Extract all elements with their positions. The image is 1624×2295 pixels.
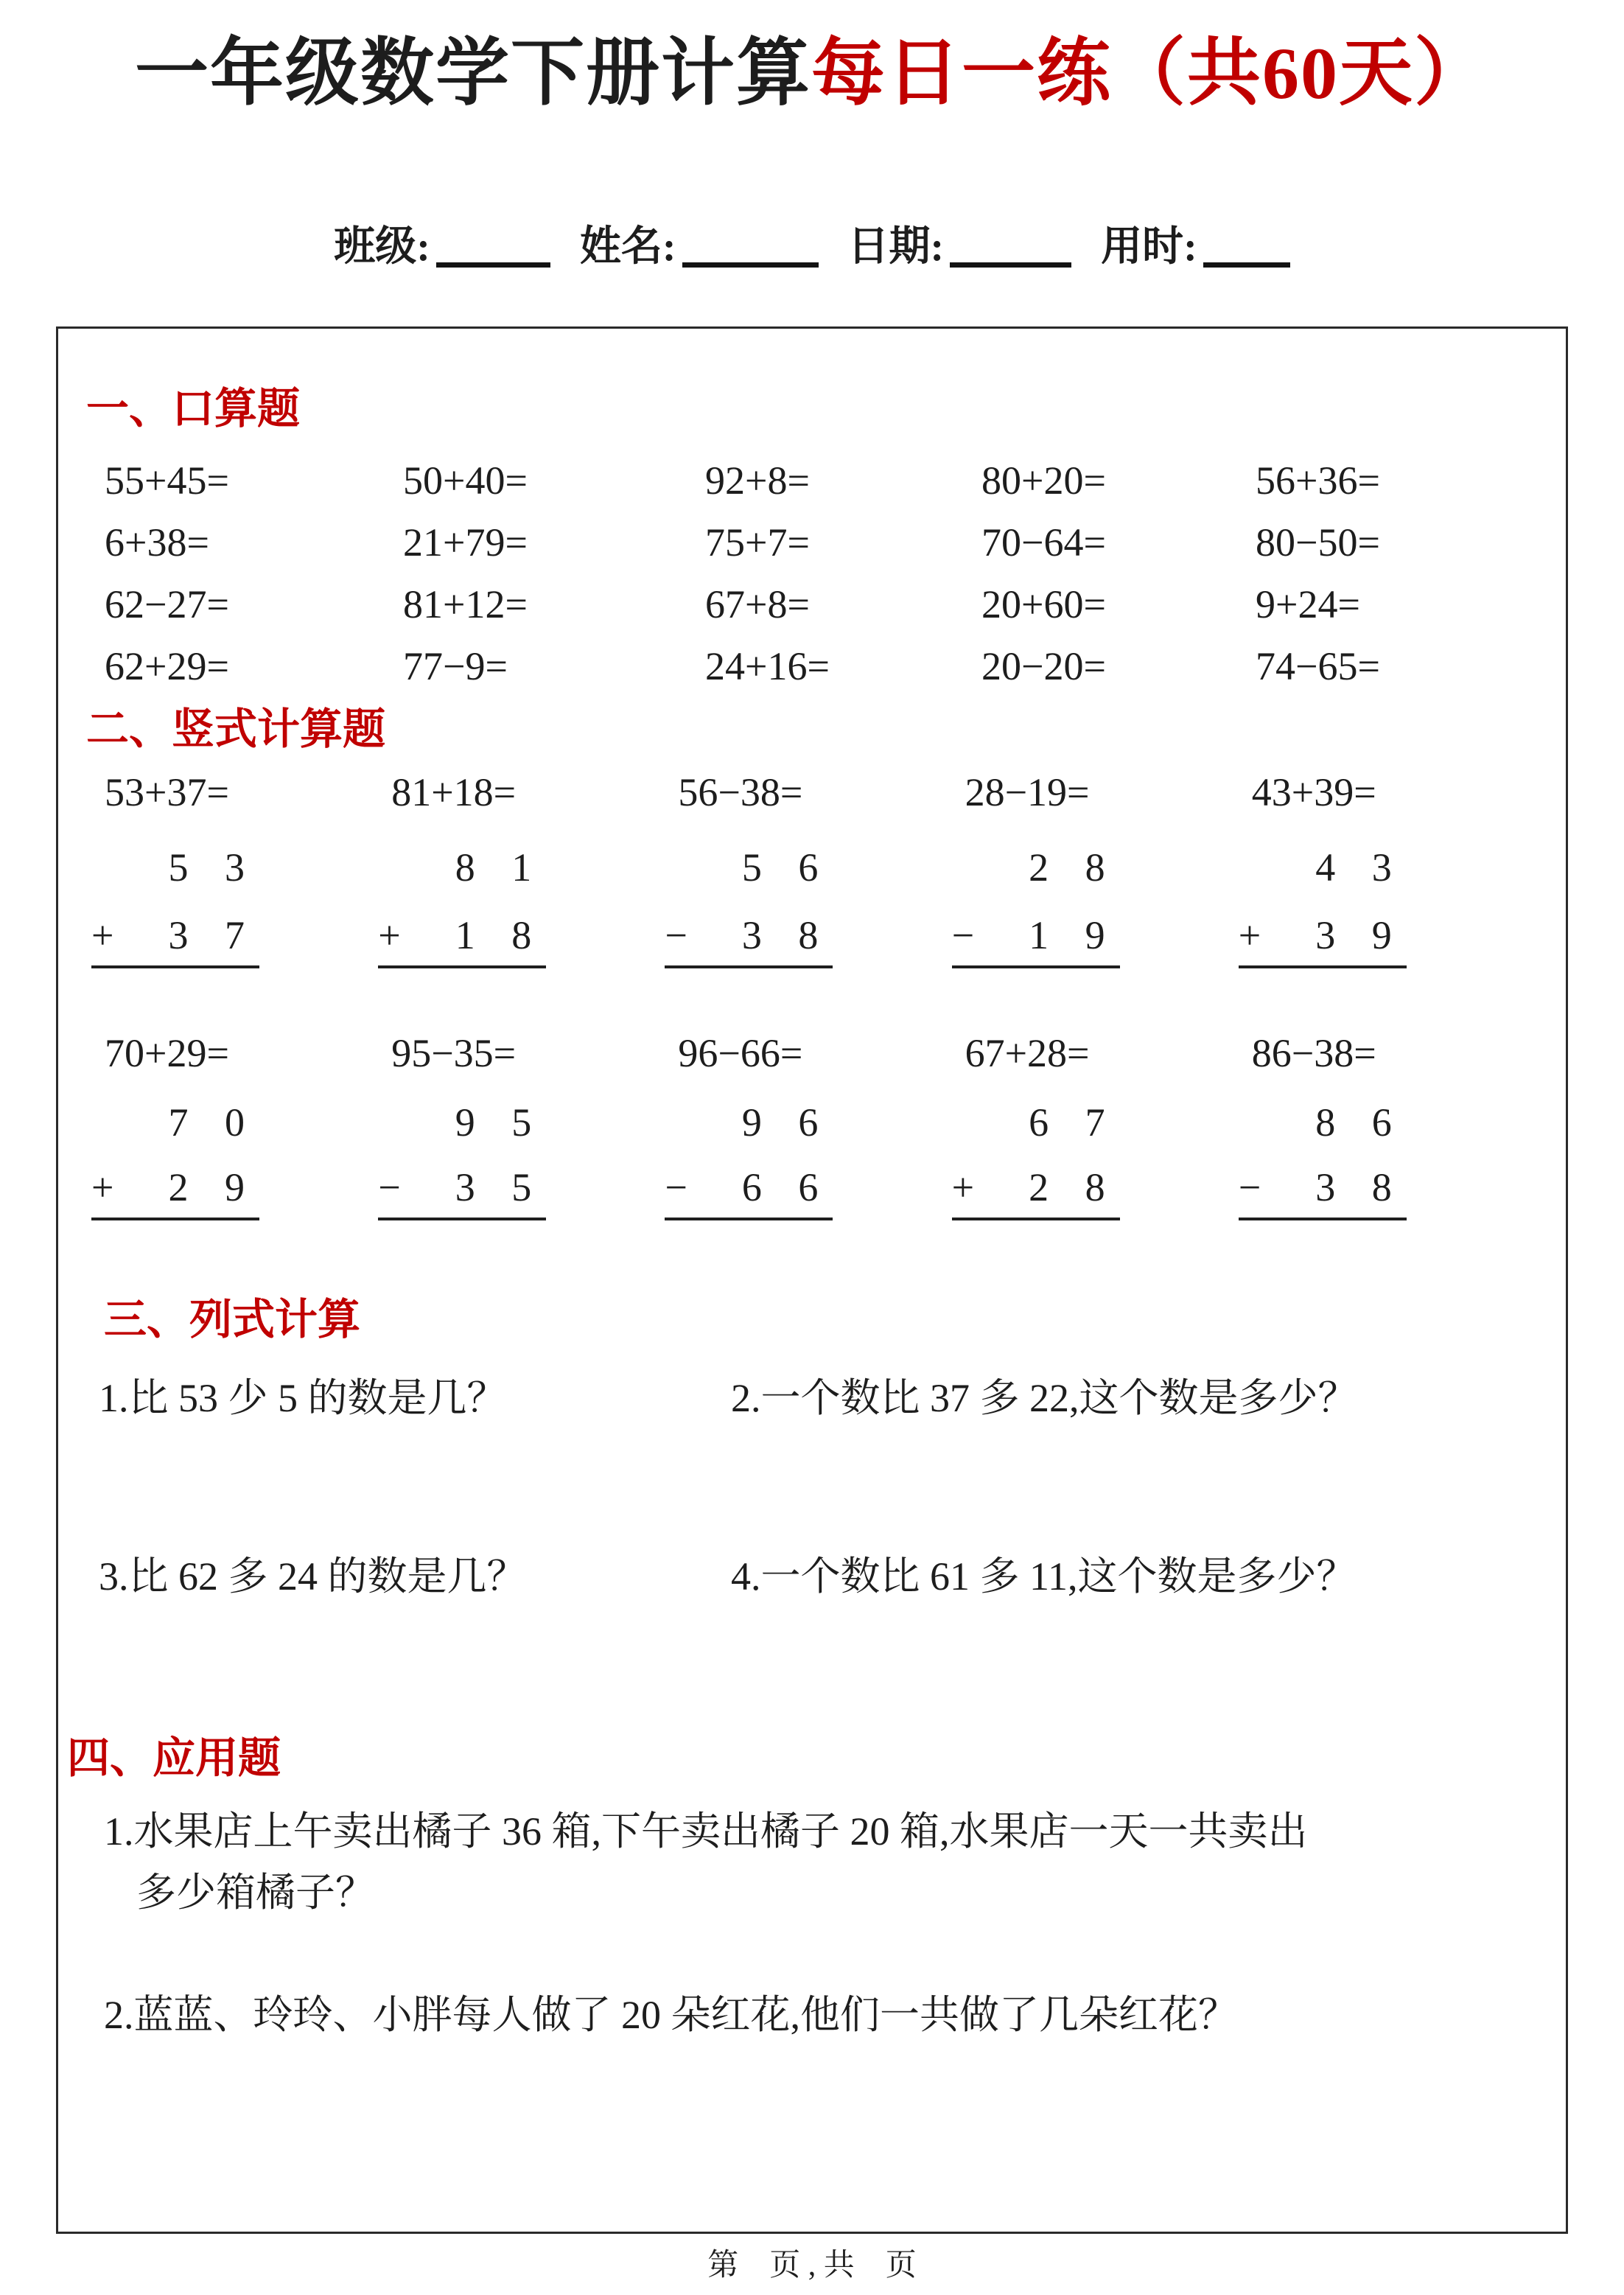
section-3-heading: 三、列式计算 [104,1296,361,1344]
oral-problem: 62−27= [105,582,229,626]
student-info-line [0,214,1624,273]
oral-problem: 77−9= [403,644,508,688]
stack-operator: − [665,1165,687,1209]
stack-operator: − [951,913,975,957]
oral-problem: 70−64= [981,520,1106,565]
vertical-stack [665,1101,833,1220]
answer-line [1239,1218,1407,1220]
answer-line [952,965,1120,968]
vertical-stack [665,846,833,968]
oral-problem: 56+36= [1256,458,1380,503]
stack-bottom-number: 1 9 [1029,913,1105,957]
vertical-stack [952,1101,1120,1220]
oral-problem: 81+12= [403,582,528,626]
stack-top-number: 8 1 [455,845,532,890]
oral-problem: 24+16= [705,644,830,688]
name-label: 姓名: [579,224,676,270]
page-title [0,31,1624,116]
answer-line [378,965,546,968]
oral-problem: 20−20= [981,644,1106,688]
oral-problem: 67+8= [705,582,810,626]
oral-problem: 75+7= [705,520,810,565]
answer-line [91,1218,259,1220]
vertical-stack [378,846,546,968]
stack-top-number: 2 8 [1029,845,1105,890]
vertical-equation: 67+28= [965,1031,1090,1075]
oral-problems-grid [58,450,1566,697]
stack-bottom-number: 3 9 [1315,913,1392,957]
stack-operator: − [378,1165,401,1209]
oral-problem: 74−65= [1256,644,1380,688]
page-footer: 第 页 , 共 页 [707,2249,917,2282]
word-problem-line: 1.水果店上午卖出橘子 36 箱,下午卖出橘子 20 箱,水果店一天一共卖出 [104,1809,1308,1854]
vertical-problem [665,766,951,968]
vertical-equation: 43+39= [1251,770,1376,814]
stack-operator: − [1238,1165,1261,1209]
vertical-stack [378,1101,546,1220]
vertical-stack [952,846,1120,968]
oral-problem: 80+20= [981,458,1106,503]
worksheet-box [56,326,1568,2234]
expression-problem: 4.一个数比 61 多 11,这个数是多少？ [731,1554,1357,1599]
vertical-equation: 81+18= [391,770,517,814]
vertical-equation: 86−38= [1251,1031,1376,1075]
stack-bottom-number: 3 5 [455,1165,532,1209]
oral-problem: 62+29= [105,644,229,688]
stack-top-number: 5 3 [168,845,245,890]
vertical-stack [91,1101,259,1220]
answer-line [665,1218,833,1220]
vertical-equation: 53+37= [105,770,229,814]
stack-operator: + [951,1165,975,1209]
answer-line [952,1218,1120,1220]
oral-problem: 92+8= [705,458,810,503]
section-2-heading: 二、竖式计算题 [86,705,386,753]
stack-operator: + [91,1165,114,1209]
stack-operator: + [91,913,114,957]
stack-top-number: 9 6 [741,1100,819,1145]
oral-problem: 20+60= [981,582,1106,626]
word-problem-2 [58,1989,1566,2041]
stack-bottom-number: 2 9 [168,1165,245,1209]
answer-line [91,965,259,968]
vertical-stack [1239,846,1407,968]
answer-line [665,965,833,968]
vertical-problems-row-1 [58,766,1566,968]
stack-bottom-number: 3 8 [741,913,819,957]
vertical-problem [952,1027,1239,1220]
time-label: 用时: [1101,224,1197,270]
expression-problem: 3.比 62 多 24 的数是几？ [99,1554,527,1599]
vertical-equation: 56−38= [678,770,803,814]
section-1-heading: 一、口算题 [86,385,301,433]
stack-bottom-number: 6 6 [741,1165,819,1209]
word-problem-1 [58,1801,1566,1924]
stack-bottom-number: 3 7 [168,913,245,957]
stack-top-number: 6 7 [1029,1100,1105,1145]
oral-problem: 50+40= [403,458,528,503]
page-title-black: 一年级数学下册计算 [135,32,811,114]
vertical-stack [91,846,259,968]
vertical-problem [378,1027,665,1220]
stack-top-number: 4 3 [1315,845,1392,890]
stack-bottom-number: 3 8 [1315,1165,1392,1209]
vertical-problem [1239,1027,1525,1220]
vertical-equation: 95−35= [391,1031,517,1075]
stack-top-number: 8 6 [1315,1100,1392,1145]
word-problem-line: 2.蓝蓝、玲玲、小胖每人做了 20 朵红花,他们一共做了几朵红花？ [104,1993,1238,2037]
class-label: 班级: [334,224,430,270]
vertical-problem [91,1027,378,1220]
expression-problem: 2.一个数比 37 多 22,这个数是多少？ [731,1376,1358,1420]
stack-bottom-number: 2 8 [1029,1165,1105,1209]
vertical-equation: 70+29= [105,1031,229,1075]
class-blank [436,256,550,268]
word-problem-line: 多少箱橘子？ [136,1870,375,1915]
stack-operator: − [665,913,687,957]
stack-operator: + [378,913,401,957]
oral-problem: 21+79= [403,520,528,565]
oral-problem: 80−50= [1256,520,1380,565]
stack-top-number: 7 0 [168,1100,245,1145]
date-blank [950,256,1071,268]
vertical-problem [91,766,378,968]
page-title-red: 每日一练（共60天） [811,32,1489,114]
stack-top-number: 5 6 [741,845,819,890]
vertical-equation: 96−66= [678,1031,803,1075]
vertical-problem [378,766,665,968]
expression-problem: 1.比 53 少 5 的数是几？ [99,1376,507,1420]
answer-line [1239,965,1407,968]
stack-bottom-number: 1 8 [455,913,532,957]
date-label: 日期: [847,224,945,270]
stack-operator: + [1238,913,1261,957]
vertical-problem [1239,766,1525,968]
oral-problem: 6+38= [105,520,209,565]
expression-problems-grid [58,1372,1566,1602]
vertical-problem [952,766,1239,968]
vertical-problem [665,1027,951,1220]
oral-problem: 9+24= [1256,582,1360,626]
vertical-stack [1239,1101,1407,1220]
stack-top-number: 9 5 [455,1100,532,1145]
oral-problem: 55+45= [105,458,229,503]
answer-line [378,1218,546,1220]
name-blank [682,256,819,268]
time-blank [1203,256,1290,268]
vertical-equation: 28−19= [965,770,1090,814]
section-4-heading: 四、应用题 [67,1734,281,1782]
vertical-problems-row-2 [58,1027,1566,1220]
